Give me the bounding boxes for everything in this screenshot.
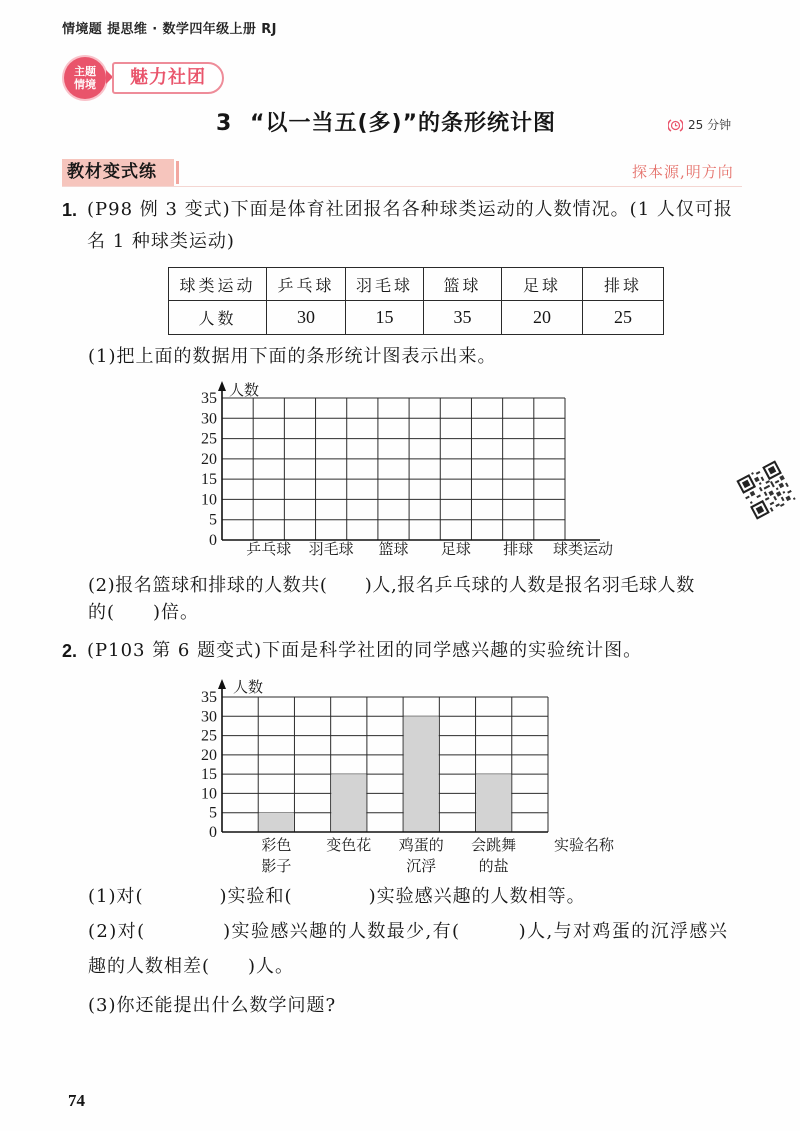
qr-code-icon <box>736 460 796 520</box>
section-label: 教材变式练 <box>62 159 174 186</box>
y-tick-label: 5 <box>209 804 217 822</box>
theme-badge-line2: 情境 <box>74 78 96 91</box>
table-cell: 20 <box>502 301 583 335</box>
y-tick-label: 10 <box>201 491 217 509</box>
bar <box>331 774 366 832</box>
table-cell: 25 <box>583 301 664 335</box>
x-category-label: 影子 <box>261 857 292 875</box>
section-rule <box>62 186 742 187</box>
table-cell: 35 <box>424 301 502 335</box>
y-tick-label: 5 <box>209 511 217 529</box>
problem1-question1: (1)把上面的数据用下面的条形统计图表示出来。 <box>88 346 497 367</box>
problem2-number: 2. <box>62 641 78 661</box>
y-axis-arrow-icon <box>218 381 226 391</box>
x-category-label: 变色花 <box>326 836 372 854</box>
y-tick-label: 20 <box>201 746 217 764</box>
y-tick-label: 35 <box>201 390 217 407</box>
y-tick-label: 15 <box>201 471 217 489</box>
y-tick-label: 20 <box>201 450 217 468</box>
bar <box>476 774 511 832</box>
y-tick-label: 30 <box>201 708 217 726</box>
problem2-stem: (P103 第 6 题变式)下面是科学社团的同学感兴趣的实验统计图。 <box>87 640 643 661</box>
section-divider <box>176 161 179 184</box>
problem1-stem-line2: 名 1 种球类运动) <box>87 231 235 252</box>
bar <box>259 813 294 832</box>
table-row-label: 人数 <box>169 301 267 335</box>
y-tick-label: 0 <box>209 532 217 549</box>
y-tick-label: 15 <box>201 766 217 784</box>
x-category-label: 排球 <box>503 540 534 558</box>
problem1-stem-line1: (P98 例 3 变式)下面是体育社团报名各种球类运动的人数情况。(1 人仅可报 <box>87 199 733 220</box>
table-header-cell: 足球 <box>502 268 583 301</box>
sports-signup-table <box>168 267 664 335</box>
y-axis-title: 人数 <box>229 381 260 399</box>
experiment-bar-chart <box>201 678 615 875</box>
x-category-label: 会跳舞 <box>471 836 517 854</box>
x-category-label: 的盐 <box>478 857 509 875</box>
running-header: 情境题 提思维 · 数学四年级上册 RJ <box>62 22 277 37</box>
table-header-cell: 篮球 <box>424 268 502 301</box>
table-header-cell: 乒乓球 <box>267 268 346 301</box>
x-category-label: 乒乓球 <box>246 540 292 558</box>
y-tick-label: 0 <box>209 824 217 841</box>
page-title: “以一当五(多)”的条形统计图 <box>250 111 557 136</box>
time-limit: 25 分钟 <box>688 118 732 132</box>
y-tick-label: 30 <box>201 410 217 428</box>
lesson-number: 3 <box>216 111 232 136</box>
problem2-question2-line1: (2)对( )实验感兴趣的人数最少,有( )人,与对鸡蛋的沉浮感兴 <box>88 921 729 942</box>
clock-icon <box>668 118 683 133</box>
problem2-question3: (3)你还能提出什么数学问题? <box>88 995 337 1016</box>
x-category-label: 足球 <box>440 540 471 558</box>
x-category-label: 羽毛球 <box>308 540 354 558</box>
y-tick-label: 25 <box>201 727 217 745</box>
x-category-label: 沉浮 <box>406 857 437 875</box>
table-row <box>169 301 664 335</box>
problem2-question1: (1)对( )实验和( )实验感兴趣的人数相等。 <box>88 886 586 907</box>
y-axis-arrow-icon <box>218 679 226 689</box>
x-category-label: 鸡蛋的 <box>398 836 444 854</box>
sports-bar-chart <box>201 381 613 558</box>
section-motto: 探本源,明方向 <box>632 163 734 181</box>
problem2-question2-line2: 趣的人数相差( )人。 <box>88 956 295 977</box>
theme-badge-line1: 主题 <box>74 65 96 78</box>
x-axis-title: 球类运动 <box>553 540 614 558</box>
page-number: 74 <box>68 1091 85 1110</box>
y-axis-title: 人数 <box>233 678 264 696</box>
table-cell: 30 <box>267 301 346 335</box>
x-category-label: 篮球 <box>378 540 409 558</box>
table-header-cell: 球类运动 <box>169 268 267 301</box>
theme-badge <box>64 57 106 99</box>
table-header-cell: 排球 <box>583 268 664 301</box>
problem1-number: 1. <box>62 200 78 220</box>
table-header-row <box>169 268 664 301</box>
problem1-question2-line2: 的( )倍。 <box>88 602 200 623</box>
y-tick-label: 25 <box>201 430 217 448</box>
y-tick-label: 35 <box>201 689 217 706</box>
x-axis-title: 实验名称 <box>554 836 615 854</box>
bar <box>404 716 439 832</box>
x-category-label: 彩色 <box>261 836 292 854</box>
table-header-cell: 羽毛球 <box>346 268 424 301</box>
problem1-question2-line1: (2)报名篮球和排球的人数共( )人,报名乒乓球的人数是报名羽毛球人数 <box>88 575 695 596</box>
y-tick-label: 10 <box>201 785 217 803</box>
table-cell: 15 <box>346 301 424 335</box>
theme-name: 魅力社团 <box>112 62 224 94</box>
